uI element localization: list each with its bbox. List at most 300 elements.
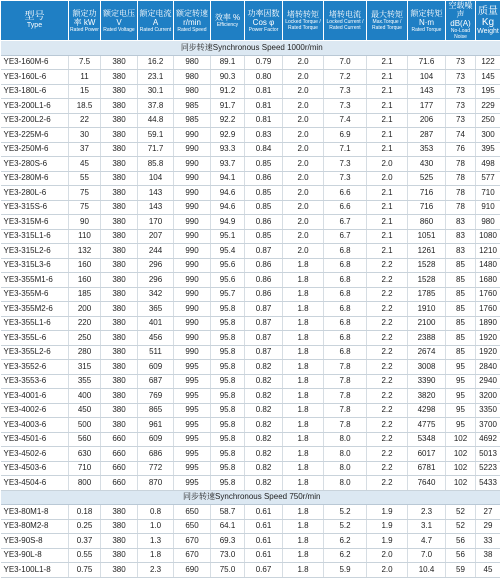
spec-cell: 2.0 <box>283 157 324 172</box>
spec-cell: 865 <box>138 403 174 418</box>
spec-cell: 1910 <box>408 302 446 317</box>
spec-cell: 2.2 <box>367 273 408 288</box>
spec-cell: 6.8 <box>324 316 367 331</box>
column-header <box>174 1 211 41</box>
spec-cell: 380 <box>101 229 138 244</box>
spec-cell: 990 <box>174 302 211 317</box>
spec-cell: 0.37 <box>69 534 101 549</box>
spec-cell: 22 <box>69 113 101 128</box>
spec-cell: 16.2 <box>138 55 174 70</box>
spec-cell: 1680 <box>476 273 500 288</box>
spec-cell: 7.3 <box>324 157 367 172</box>
spec-cell: 244 <box>138 244 174 259</box>
spec-cell: 95.8 <box>211 389 245 404</box>
spec-cell: 2.0 <box>283 215 324 230</box>
spec-cell: 498 <box>476 157 500 172</box>
spec-cell: 73.0 <box>211 548 245 563</box>
spec-cell: 8.0 <box>324 432 367 447</box>
model-cell: YE3-180L-6 <box>1 84 69 99</box>
speed-group-title: 同步转速Synchronous Speed 750r/min <box>1 490 500 505</box>
spec-cell: 220 <box>69 316 101 331</box>
spec-cell: 995 <box>174 461 211 476</box>
column-header <box>446 1 476 41</box>
spec-cell: 4.7 <box>408 534 446 549</box>
spec-cell: 0.85 <box>245 157 283 172</box>
spec-cell: 2.1 <box>367 142 408 157</box>
model-cell: YE3-280L-6 <box>1 186 69 201</box>
spec-cell: 0.82 <box>245 403 283 418</box>
spec-cell: 609 <box>138 432 174 447</box>
spec-cell: 90 <box>69 215 101 230</box>
spec-cell: 660 <box>101 476 138 491</box>
table-row <box>1 447 500 462</box>
spec-cell: 56 <box>446 548 476 563</box>
spec-cell: 7.2 <box>324 70 367 85</box>
spec-cell: 83 <box>446 244 476 259</box>
spec-cell: 15 <box>69 84 101 99</box>
spec-cell: 90.3 <box>211 70 245 85</box>
spec-cell: 0.79 <box>245 55 283 70</box>
spec-cell: 3200 <box>476 389 500 404</box>
spec-cell: 660 <box>101 461 138 476</box>
spec-cell: 2.1 <box>367 55 408 70</box>
spec-cell: 980 <box>174 70 211 85</box>
spec-cell: 2.2 <box>367 476 408 491</box>
spec-cell: 3350 <box>476 403 500 418</box>
column-header-en: Rated Current <box>138 27 173 33</box>
spec-cell: 74 <box>446 128 476 143</box>
spec-cell: 95.8 <box>211 461 245 476</box>
spec-cell: 2388 <box>408 331 446 346</box>
model-cell: YE3-3552-6 <box>1 360 69 375</box>
spec-cell: 2.3 <box>138 563 174 578</box>
spec-cell: 85.8 <box>138 157 174 172</box>
spec-cell: 7640 <box>408 476 446 491</box>
spec-cell: 0.85 <box>245 200 283 215</box>
table-row <box>1 70 500 85</box>
spec-cell: 2.1 <box>367 113 408 128</box>
spec-cell: 1.8 <box>283 461 324 476</box>
spec-cell: 95.8 <box>211 316 245 331</box>
spec-cell: 6.7 <box>324 215 367 230</box>
spec-cell: 456 <box>138 331 174 346</box>
spec-cell: 0.86 <box>245 171 283 186</box>
spec-cell: 7.1 <box>324 142 367 157</box>
spec-cell: 102 <box>446 476 476 491</box>
spec-cell: 64.1 <box>211 519 245 534</box>
column-header <box>283 1 324 41</box>
spec-cell: 78 <box>446 200 476 215</box>
spec-cell: 1785 <box>408 287 446 302</box>
column-header-en: Rated Voltage <box>101 27 137 33</box>
spec-cell: 7.5 <box>69 55 101 70</box>
column-header-en: Rated Speed <box>174 27 210 33</box>
spec-cell: 6.8 <box>324 244 367 259</box>
column-header <box>408 1 446 41</box>
spec-cell: 6.8 <box>324 287 367 302</box>
spec-cell: 500 <box>69 418 101 433</box>
table-row <box>1 360 500 375</box>
spec-cell: 670 <box>174 534 211 549</box>
spec-cell: 3.1 <box>408 519 446 534</box>
table-header <box>1 1 500 41</box>
table-row <box>1 157 500 172</box>
spec-cell: 92.9 <box>211 128 245 143</box>
speed-group-title: 同步转速Synchronous Speed 1000r/min <box>1 41 500 56</box>
spec-cell: 380 <box>101 142 138 157</box>
spec-cell: 38 <box>476 548 500 563</box>
spec-cell: 55 <box>69 171 101 186</box>
spec-cell: 75 <box>69 186 101 201</box>
spec-cell: 380 <box>101 171 138 186</box>
spec-cell: 985 <box>174 99 211 114</box>
spec-cell: 990 <box>174 157 211 172</box>
spec-cell: 122 <box>476 55 500 70</box>
spec-cell: 2.0 <box>283 55 324 70</box>
spec-cell: 89.1 <box>211 55 245 70</box>
spec-cell: 75.0 <box>211 563 245 578</box>
column-header-en: Weight <box>476 28 500 36</box>
spec-cell: 0.86 <box>245 258 283 273</box>
spec-cell: 990 <box>174 200 211 215</box>
model-cell: YE3-355L1-6 <box>1 316 69 331</box>
spec-cell: 2.0 <box>367 548 408 563</box>
spec-cell: 8.0 <box>324 476 367 491</box>
spec-cell: 365 <box>138 302 174 317</box>
spec-cell: 0.87 <box>245 331 283 346</box>
spec-cell: 1.8 <box>138 548 174 563</box>
spec-cell: 1.8 <box>283 316 324 331</box>
table-row <box>1 461 500 476</box>
spec-cell: 2.1 <box>367 186 408 201</box>
column-header-en: Rated Power <box>69 27 100 33</box>
spec-cell: 71.6 <box>408 55 446 70</box>
spec-cell: 78 <box>446 186 476 201</box>
spec-cell: 95.8 <box>211 447 245 462</box>
spec-cell: 104 <box>408 70 446 85</box>
table-row <box>1 244 500 259</box>
spec-cell: 2.0 <box>283 171 324 186</box>
column-header-en: Rated Torque <box>408 27 445 33</box>
model-cell: YE3-355M2-6 <box>1 302 69 317</box>
spec-cell: 4298 <box>408 403 446 418</box>
model-cell: YE3-355M1-6 <box>1 273 69 288</box>
spec-cell: 6.7 <box>324 229 367 244</box>
spec-cell: 1528 <box>408 258 446 273</box>
spec-cell: 95.8 <box>211 403 245 418</box>
spec-cell: 1.8 <box>283 432 324 447</box>
table-row <box>1 331 500 346</box>
model-cell: YE3-355L-6 <box>1 331 69 346</box>
table-row <box>1 287 500 302</box>
spec-cell: 2840 <box>476 360 500 375</box>
spec-cell: 1.9 <box>367 534 408 549</box>
spec-cell: 0.80 <box>245 70 283 85</box>
spec-cell: 85 <box>446 287 476 302</box>
table-row <box>1 519 500 534</box>
table-row <box>1 84 500 99</box>
spec-cell: 2.1 <box>367 70 408 85</box>
spec-cell: 380 <box>101 418 138 433</box>
spec-cell: 2.0 <box>283 142 324 157</box>
spec-cell: 296 <box>138 258 174 273</box>
spec-cell: 59.1 <box>138 128 174 143</box>
spec-cell: 2.2 <box>367 447 408 462</box>
spec-cell: 380 <box>101 563 138 578</box>
spec-cell: 400 <box>69 389 101 404</box>
spec-cell: 690 <box>174 563 211 578</box>
column-header-en: Locked Current / Rated Current <box>324 19 366 31</box>
spec-cell: 143 <box>138 186 174 201</box>
spec-cell: 95.8 <box>211 331 245 346</box>
spec-cell: 380 <box>101 519 138 534</box>
spec-cell: 3820 <box>408 389 446 404</box>
spec-cell: 4775 <box>408 418 446 433</box>
spec-cell: 7.8 <box>324 418 367 433</box>
spec-cell: 380 <box>101 302 138 317</box>
spec-cell: 177 <box>408 99 446 114</box>
spec-cell: 670 <box>174 548 211 563</box>
spec-cell: 300 <box>476 128 500 143</box>
column-header-en: Locked Torque / Rated Torque <box>283 19 323 31</box>
spec-cell: 1.0 <box>138 519 174 534</box>
spec-cell: 160 <box>69 273 101 288</box>
spec-cell: 2100 <box>408 316 446 331</box>
spec-cell: 102 <box>446 432 476 447</box>
spec-cell: 0.55 <box>69 548 101 563</box>
spec-cell: 250 <box>476 113 500 128</box>
model-cell: YE3-355L2-6 <box>1 345 69 360</box>
spec-cell: 380 <box>101 84 138 99</box>
spec-cell: 710 <box>69 461 101 476</box>
spec-cell: 990 <box>174 186 211 201</box>
spec-cell: 71.7 <box>138 142 174 157</box>
spec-cell: 6.8 <box>324 331 367 346</box>
spec-cell: 10.4 <box>408 563 446 578</box>
spec-cell: 85 <box>446 273 476 288</box>
model-cell: YE3-3553-6 <box>1 374 69 389</box>
spec-cell: 56 <box>446 534 476 549</box>
spec-cell: 380 <box>101 99 138 114</box>
spec-cell: 1.8 <box>283 563 324 578</box>
spec-cell: 315 <box>69 360 101 375</box>
spec-cell: 3008 <box>408 360 446 375</box>
model-cell: YE3-90L-8 <box>1 548 69 563</box>
spec-cell: 143 <box>408 84 446 99</box>
spec-cell: 1051 <box>408 229 446 244</box>
spec-cell: 2940 <box>476 374 500 389</box>
speed-group-row <box>1 41 500 56</box>
spec-cell: 6.2 <box>324 548 367 563</box>
spec-cell: 961 <box>138 418 174 433</box>
spec-cell: 650 <box>174 505 211 520</box>
column-header-zh: 额定功率 kW <box>69 9 100 27</box>
table-row <box>1 418 500 433</box>
spec-cell: 1.9 <box>367 519 408 534</box>
spec-cell: 716 <box>408 186 446 201</box>
spec-cell: 4692 <box>476 432 500 447</box>
table-row <box>1 99 500 114</box>
spec-cell: 23.1 <box>138 70 174 85</box>
spec-cell: 94.9 <box>211 215 245 230</box>
spec-cell: 995 <box>174 403 211 418</box>
spec-cell: 11 <box>69 70 101 85</box>
spec-cell: 0.61 <box>245 505 283 520</box>
spec-cell: 95.4 <box>211 244 245 259</box>
spec-cell: 73 <box>446 84 476 99</box>
column-header-zh: 额定转矩 N·m <box>408 9 445 27</box>
spec-cell: 380 <box>101 215 138 230</box>
spec-cell: 8.0 <box>324 461 367 476</box>
model-cell: YE3-280M-6 <box>1 171 69 186</box>
model-cell: YE3-355M-6 <box>1 287 69 302</box>
spec-cell: 0.81 <box>245 113 283 128</box>
table-row <box>1 563 500 578</box>
column-header-en: Efficiency <box>211 22 244 28</box>
column-header <box>476 1 500 41</box>
spec-cell: 2.0 <box>283 99 324 114</box>
column-header <box>367 1 408 41</box>
spec-cell: 380 <box>101 534 138 549</box>
spec-cell: 990 <box>174 345 211 360</box>
spec-cell: 1920 <box>476 331 500 346</box>
spec-cell: 2.2 <box>367 374 408 389</box>
spec-cell: 980 <box>476 215 500 230</box>
spec-cell: 94.1 <box>211 171 245 186</box>
spec-cell: 6.8 <box>324 302 367 317</box>
spec-cell: 1.8 <box>283 476 324 491</box>
spec-cell: 1261 <box>408 244 446 259</box>
spec-cell: 6781 <box>408 461 446 476</box>
spec-cell: 0.87 <box>245 302 283 317</box>
column-header-zh: 额定转速 r/min <box>174 9 210 27</box>
spec-cell: 0.87 <box>245 316 283 331</box>
spec-cell: 85 <box>446 345 476 360</box>
table-row <box>1 55 500 70</box>
spec-cell: 0.83 <box>245 128 283 143</box>
spec-cell: 58.7 <box>211 505 245 520</box>
spec-cell: 85 <box>446 258 476 273</box>
table-row <box>1 215 500 230</box>
spec-cell: 0.67 <box>245 563 283 578</box>
spec-cell: 660 <box>101 432 138 447</box>
spec-cell: 1528 <box>408 273 446 288</box>
spec-cell: 380 <box>101 70 138 85</box>
column-header <box>138 1 174 41</box>
model-cell: YE3-200L1-6 <box>1 99 69 114</box>
spec-cell: 45 <box>476 563 500 578</box>
spec-cell: 95.8 <box>211 360 245 375</box>
spec-cell: 380 <box>101 200 138 215</box>
spec-cell: 59 <box>446 563 476 578</box>
spec-cell: 1480 <box>476 258 500 273</box>
spec-cell: 7.8 <box>324 389 367 404</box>
spec-cell: 6.8 <box>324 273 367 288</box>
spec-cell: 380 <box>101 360 138 375</box>
spec-cell: 800 <box>69 476 101 491</box>
spec-cell: 609 <box>138 360 174 375</box>
table-row <box>1 113 500 128</box>
column-header <box>211 1 245 41</box>
spec-cell: 7.8 <box>324 360 367 375</box>
table-row <box>1 302 500 317</box>
spec-cell: 995 <box>174 476 211 491</box>
model-cell: YE3-90S-8 <box>1 534 69 549</box>
spec-cell: 380 <box>101 505 138 520</box>
spec-cell: 380 <box>101 316 138 331</box>
table-row <box>1 548 500 563</box>
spec-cell: 0.84 <box>245 142 283 157</box>
spec-cell: 6.8 <box>324 258 367 273</box>
spec-cell: 450 <box>69 403 101 418</box>
spec-cell: 995 <box>174 418 211 433</box>
spec-cell: 1.8 <box>283 345 324 360</box>
spec-cell: 280 <box>69 345 101 360</box>
spec-cell: 395 <box>476 142 500 157</box>
spec-cell: 5.2 <box>324 519 367 534</box>
model-cell: YE3-4003-6 <box>1 418 69 433</box>
spec-cell: 380 <box>101 273 138 288</box>
model-cell: YE3-4502-6 <box>1 447 69 462</box>
spec-cell: 95 <box>446 374 476 389</box>
spec-cell: 83 <box>446 229 476 244</box>
spec-cell: 95.7 <box>211 287 245 302</box>
spec-cell: 1.8 <box>283 548 324 563</box>
spec-cell: 2.2 <box>367 461 408 476</box>
spec-cell: 980 <box>174 84 211 99</box>
table-row <box>1 142 500 157</box>
spec-cell: 91.2 <box>211 84 245 99</box>
spec-cell: 5.9 <box>324 563 367 578</box>
column-header-zh: 空载噪声 dB(A) <box>446 1 475 28</box>
spec-cell: 710 <box>476 186 500 201</box>
spec-cell: 95 <box>446 418 476 433</box>
spec-cell: 2.0 <box>367 563 408 578</box>
spec-cell: 860 <box>408 215 446 230</box>
model-cell: YE3-315S-6 <box>1 200 69 215</box>
spec-cell: 990 <box>174 229 211 244</box>
spec-cell: 2.0 <box>283 70 324 85</box>
spec-cell: 2.2 <box>367 418 408 433</box>
model-cell: YE3-160L-6 <box>1 70 69 85</box>
spec-cell: 6.9 <box>324 128 367 143</box>
spec-cell: 95 <box>446 389 476 404</box>
spec-cell: 0.87 <box>245 345 283 360</box>
spec-cell: 1.8 <box>283 403 324 418</box>
spec-cell: 380 <box>101 186 138 201</box>
table-row <box>1 403 500 418</box>
spec-cell: 1.8 <box>283 418 324 433</box>
spec-cell: 1.8 <box>283 505 324 520</box>
spec-cell: 76 <box>446 142 476 157</box>
spec-cell: 380 <box>101 128 138 143</box>
spec-cell: 5348 <box>408 432 446 447</box>
spec-cell: 2.2 <box>367 287 408 302</box>
spec-cell: 5013 <box>476 447 500 462</box>
spec-cell: 980 <box>174 55 211 70</box>
spec-cell: 0.82 <box>245 374 283 389</box>
spec-cell: 229 <box>476 99 500 114</box>
column-header-zh: 型号 <box>1 11 68 22</box>
spec-cell: 143 <box>138 200 174 215</box>
spec-cell: 5223 <box>476 461 500 476</box>
spec-cell: 73 <box>446 113 476 128</box>
model-cell: YE3-250M-6 <box>1 142 69 157</box>
spec-cell: 525 <box>408 171 446 186</box>
spec-cell: 716 <box>408 200 446 215</box>
spec-cell: 95.8 <box>211 418 245 433</box>
spec-cell: 2.0 <box>283 244 324 259</box>
